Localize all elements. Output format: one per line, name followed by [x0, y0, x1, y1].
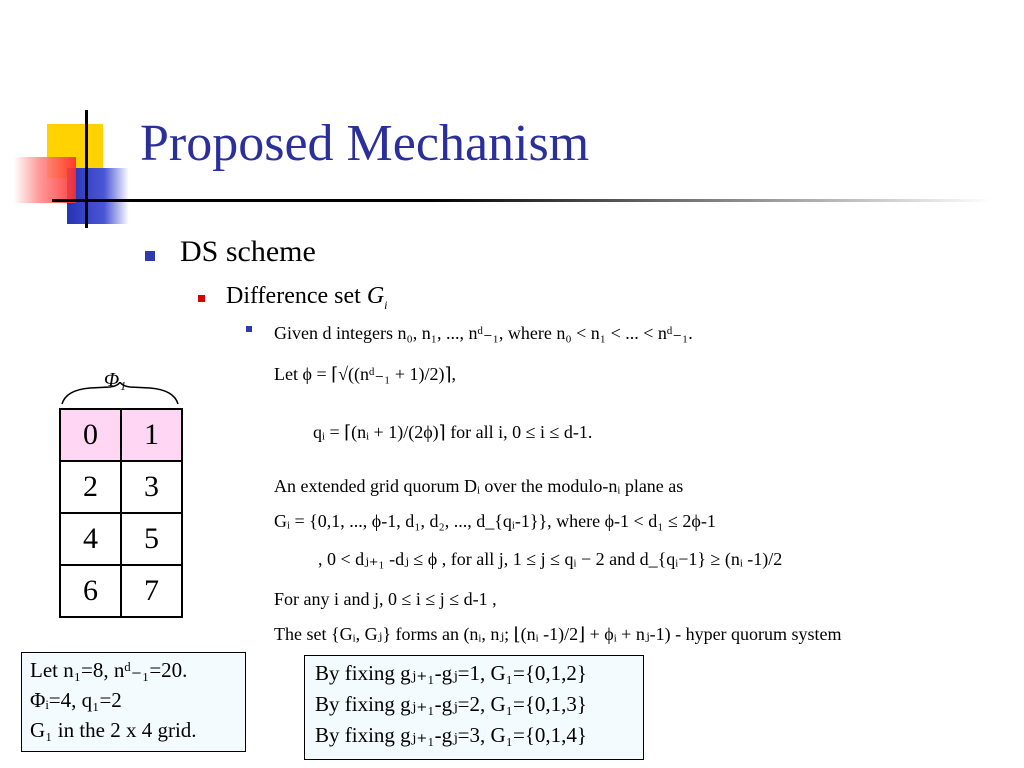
bullet-square-icon	[198, 295, 205, 302]
example-line: G₁ in the 2 x 4 grid.	[30, 718, 197, 742]
example-box-right	[304, 655, 644, 760]
fixing-line: By fixing gⱼ₊₁-gⱼ=2, G₁={0,1,3}	[315, 692, 587, 716]
bullet-square-icon	[145, 251, 155, 261]
math-line-3: qᵢ = ⌈(nᵢ + 1)/(2ϕ)⌉ for all i, 0 ≤ i ≤ d-1.	[313, 422, 593, 442]
table-row	[60, 461, 182, 513]
grid-cell: 3	[121, 461, 182, 513]
slide-title: Proposed Mechanism	[140, 115, 590, 172]
math-line-6: , 0 < dⱼ₊₁ -dⱼ ≤ ϕ , for all j, 1 ≤ j ≤ qᵢ − 2 and d_{qᵢ−1} ≥ (nᵢ -1)/2	[318, 549, 783, 569]
grid-cell: 5	[121, 513, 182, 565]
quorum-grid	[59, 408, 183, 618]
table-row	[60, 565, 182, 617]
grid-cell: 2	[60, 461, 121, 513]
bullet-ds-scheme: DS scheme	[180, 235, 316, 268]
grid-label: Φ₁	[104, 369, 127, 391]
grid-cell: 4	[60, 513, 121, 565]
example-line: Let n₁=8, nᵈ₋₁=20.	[30, 658, 188, 682]
math-line-1: Given d integers n₀, n₁, ..., nᵈ₋₁, where n₀ < n₁ < ... < nᵈ₋₁.	[274, 323, 693, 343]
table-row	[60, 409, 182, 461]
table-row	[60, 513, 182, 565]
grid-cell: 6	[60, 565, 121, 617]
bullet-difference-set: Difference set $G_i$	[226, 283, 388, 312]
logo-vertical-line	[85, 110, 88, 228]
math-line-7: For any i and j, 0 ≤ i ≤ j ≤ d-1 ,	[274, 589, 497, 609]
grid-cell: 0	[60, 409, 121, 461]
example-box-left	[21, 652, 246, 752]
grid-cell: 1	[121, 409, 182, 461]
fixing-line: By fixing gⱼ₊₁-gⱼ=1, G₁={0,1,2}	[315, 661, 587, 685]
example-line: Φᵢ=4, q₁=2	[30, 688, 122, 712]
fixing-line: By fixing gⱼ₊₁-gⱼ=3, G₁={0,1,4}	[315, 723, 587, 747]
math-line-4: An extended grid quorum Dᵢ over the modulo-nᵢ plane as	[274, 476, 684, 496]
logo-blue-square	[67, 168, 129, 224]
math-line-5: Gᵢ = {0,1, ..., ϕ-1, d₁, d₂, ..., d_{qᵢ-1}}, where ϕ-1 < d₁ ≤ 2ϕ-1	[274, 511, 716, 531]
math-line-2: Let ϕ = ⌈√((nᵈ₋₁ + 1)/2)⌉,	[274, 364, 457, 384]
grid-cell: 7	[121, 565, 182, 617]
logo-red-square	[14, 157, 76, 203]
bullet-square-icon	[246, 326, 252, 332]
title-underline	[52, 199, 992, 202]
math-line-8: The set {Gᵢ, Gⱼ} forms an (nᵢ, nⱼ; ⌊(nᵢ -1)/2⌋ + ϕᵢ + nⱼ-1) - hyper quorum system	[274, 624, 842, 644]
